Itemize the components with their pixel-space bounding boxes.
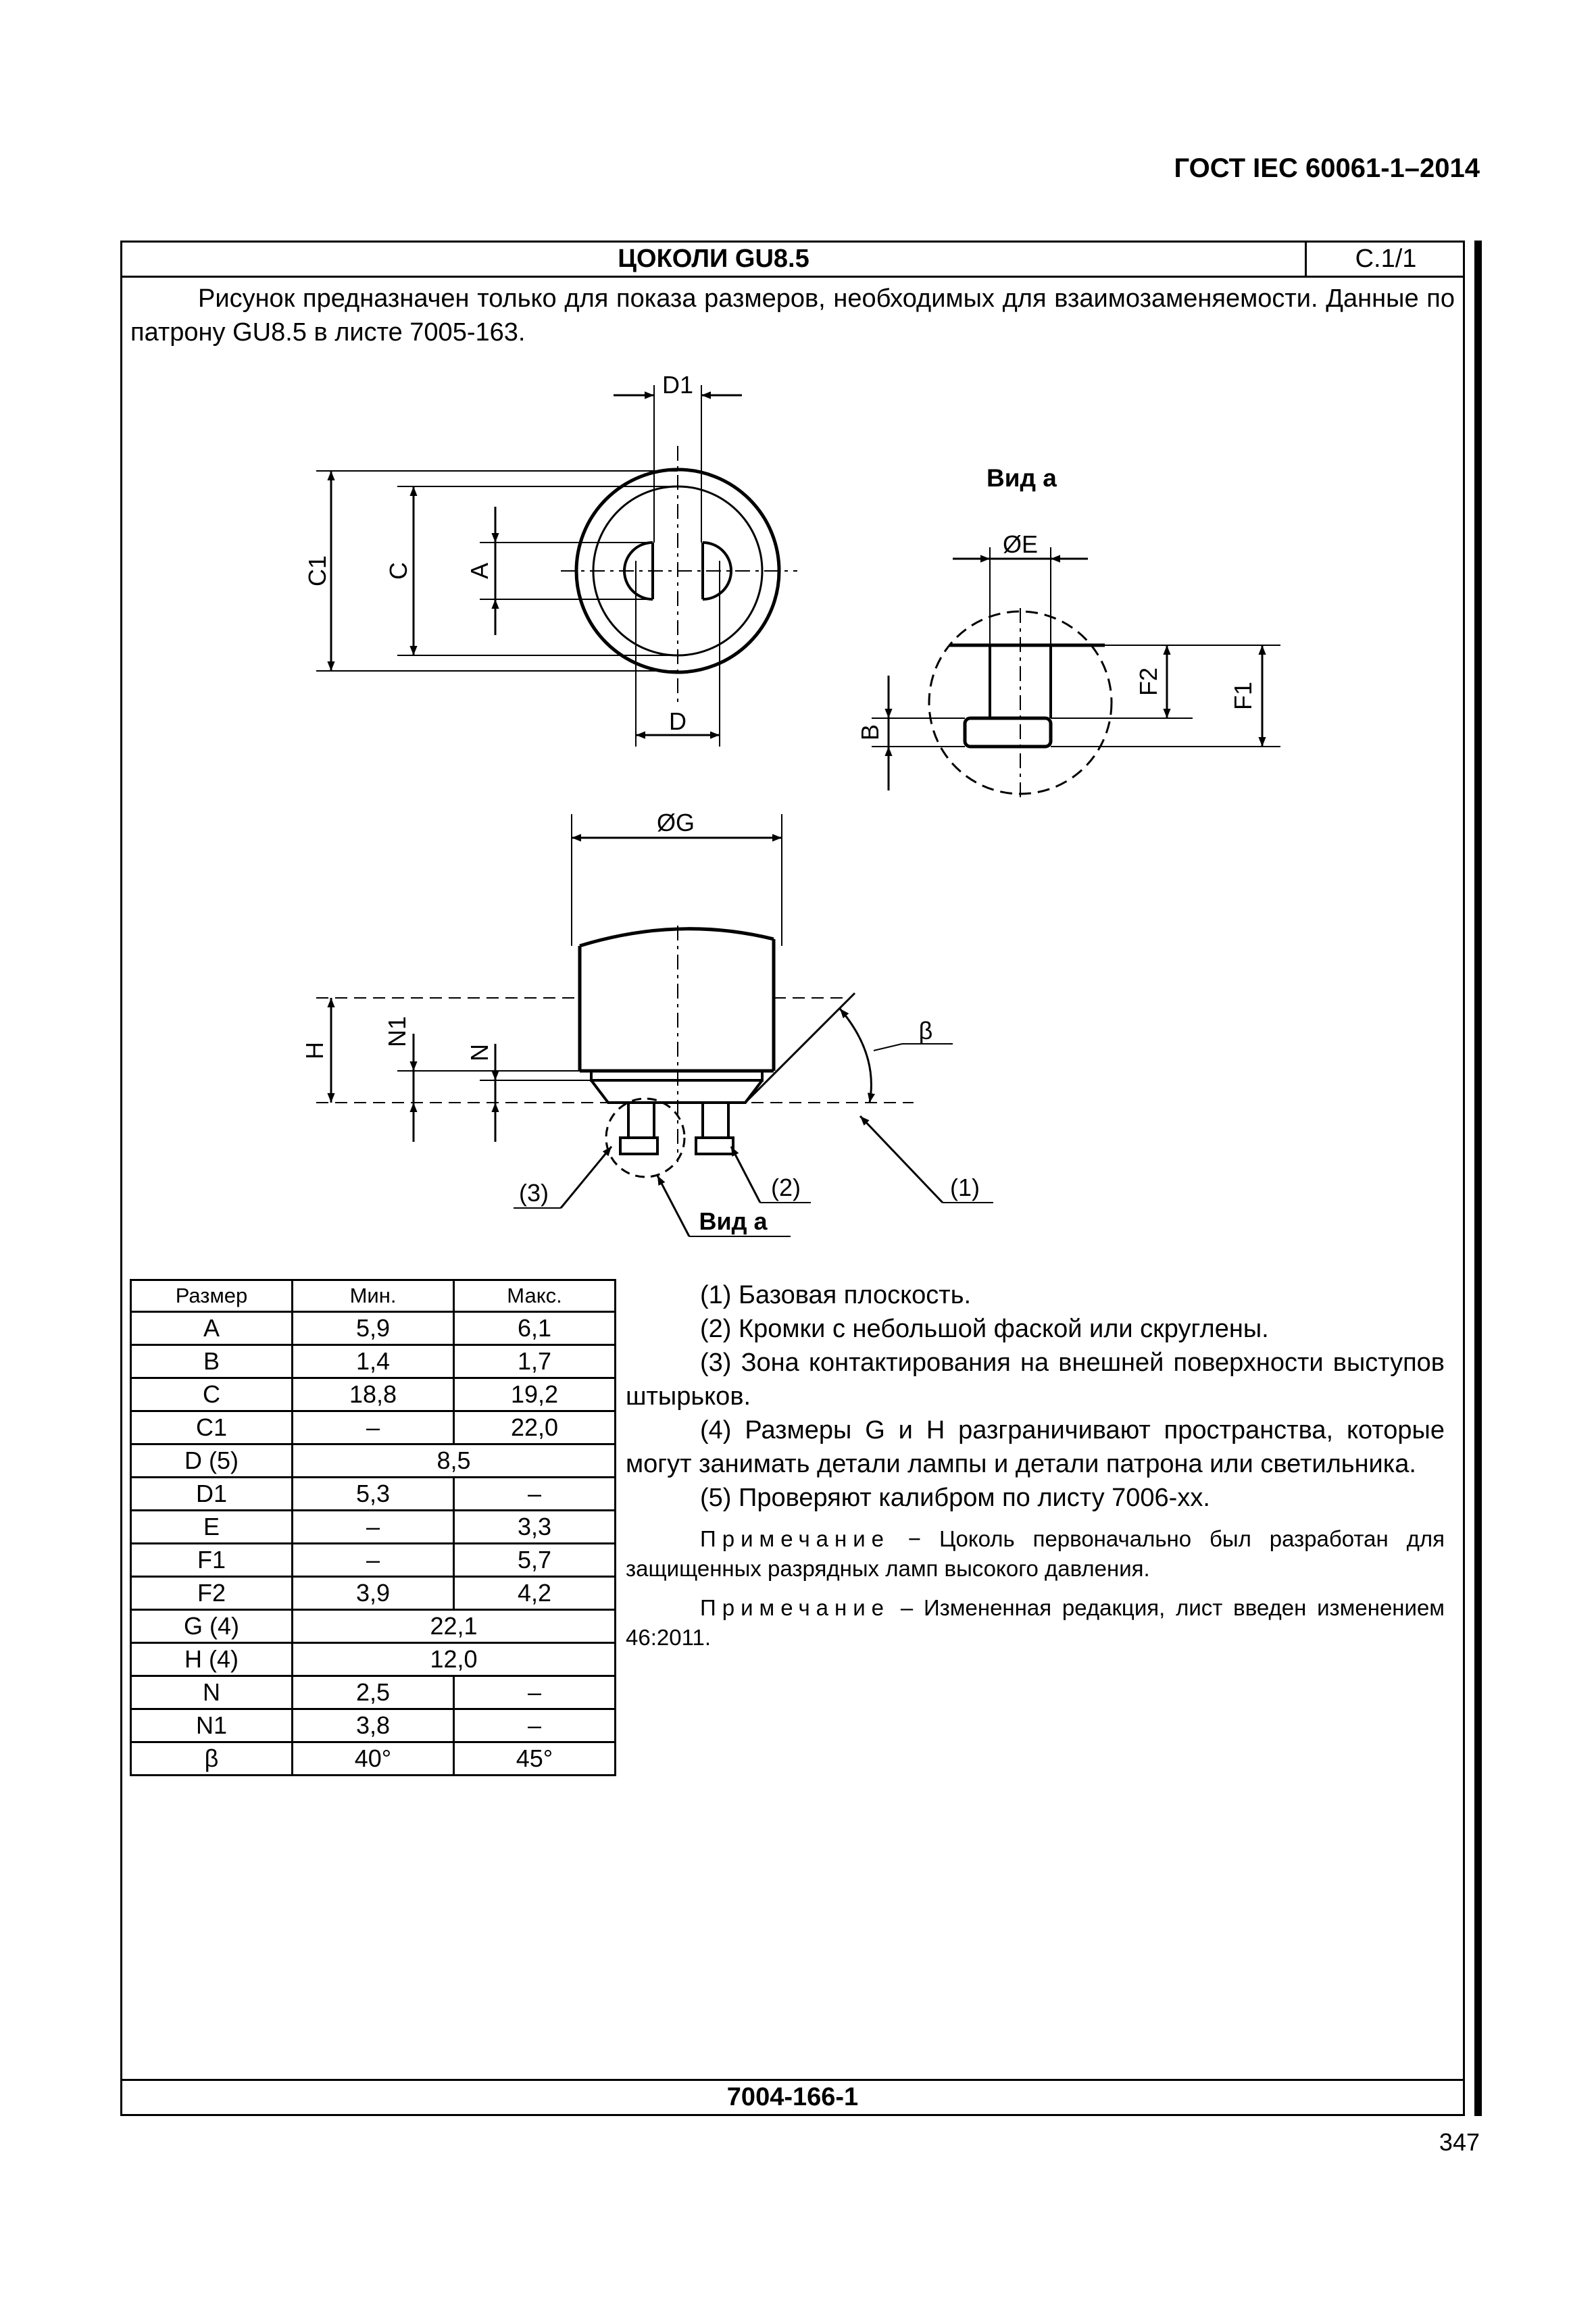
label-n: N <box>466 1044 493 1061</box>
cell-min: 5,3 <box>293 1478 454 1511</box>
side-view-labels <box>301 809 980 1235</box>
cell-dim: D1 <box>131 1478 293 1511</box>
cell-min: 2,5 <box>293 1676 454 1709</box>
intro-text: Рисунок предназначен только для показа размеров, необходимых для взаимозаменяемости. Данные по патрону GU8.5 в листе 7005-163. <box>130 284 1455 347</box>
col-header-max: Макс. <box>454 1280 616 1312</box>
cell-dim: C1 <box>131 1411 293 1444</box>
table-row <box>131 1312 616 1345</box>
cell-min: – <box>293 1411 454 1444</box>
page-number: 347 <box>1439 2128 1480 2156</box>
cell-dim: A <box>131 1312 293 1345</box>
cell-dim: H (4) <box>131 1643 293 1676</box>
label-callout-1: (1) <box>950 1174 980 1201</box>
cell-dim: G (4) <box>131 1610 293 1643</box>
note-item: (2) Кромки с небольшой фаской или скруглены. <box>700 1315 1269 1343</box>
cell-value: 12,0 <box>293 1643 616 1676</box>
cell-max: – <box>454 1709 616 1742</box>
cell-max: 1,7 <box>454 1345 616 1378</box>
cell-dim: D (5) <box>131 1444 293 1478</box>
remark-text: − Цоколь первоначально был разработан для защищенных разрядных ламп высокого давления. <box>626 1526 1445 1581</box>
top-view-labels <box>303 371 693 735</box>
label-view-a-callout: Вид а <box>699 1207 768 1235</box>
sheet-title: ЦОКОЛИ GU8.5 <box>618 245 809 273</box>
cell-max: 5,7 <box>454 1544 616 1577</box>
table-row <box>131 1411 616 1444</box>
cell-max: – <box>454 1478 616 1511</box>
table-row <box>131 1577 616 1610</box>
dimensions-table <box>130 1279 616 1776</box>
label-e: ØE <box>1002 530 1039 558</box>
cell-min: 3,8 <box>293 1709 454 1742</box>
label-n1: N1 <box>383 1015 411 1048</box>
label-b: B <box>856 724 884 741</box>
table-row <box>131 1345 616 1378</box>
table-row <box>131 1610 616 1643</box>
col-header-min: Мин. <box>293 1280 454 1312</box>
cell-dim: E <box>131 1511 293 1544</box>
cell-min: 40° <box>293 1742 454 1776</box>
cell-dim: B <box>131 1345 293 1378</box>
cell-max: 45° <box>454 1742 616 1776</box>
label-callout-3: (3) <box>519 1179 549 1207</box>
table-row <box>131 1709 616 1742</box>
table-row <box>131 1378 616 1411</box>
cell-max: 4,2 <box>454 1577 616 1610</box>
view-a-labels <box>856 464 1257 740</box>
label-h: H <box>301 1042 328 1059</box>
cell-dim: N1 <box>131 1709 293 1742</box>
note-item: (1) Базовая плоскость. <box>700 1281 972 1309</box>
side-view <box>316 814 993 1236</box>
remark-label: Примечание <box>700 1595 891 1620</box>
sheet-code: 7004-166-1 <box>122 2079 1463 2114</box>
cell-dim: F1 <box>131 1544 293 1577</box>
standard-designation: ГОСТ IEC 60061-1–2014 <box>1174 153 1480 183</box>
label-c: C <box>384 562 412 580</box>
note-item: (4) Размеры G и H разграничивают пространства, которые могут занимать детали лампы и детали патрона или светильника. <box>626 1416 1445 1478</box>
label-g: ØG <box>656 809 695 836</box>
remark-2 <box>626 1593 1445 1653</box>
notes-block <box>626 1278 1445 1653</box>
cell-max: 19,2 <box>454 1378 616 1411</box>
cell-value: 22,1 <box>293 1610 616 1643</box>
table-row <box>131 1444 616 1478</box>
note-item: (5) Проверяют калибром по листу 7006-xx. <box>700 1484 1210 1512</box>
cell-value: 8,5 <box>293 1444 616 1478</box>
label-d: D <box>669 707 687 735</box>
cell-min: – <box>293 1511 454 1544</box>
cell-dim: N <box>131 1676 293 1709</box>
remark-label: Примечание <box>700 1526 891 1551</box>
cell-min: 3,9 <box>293 1577 454 1610</box>
label-beta: β <box>918 1017 933 1045</box>
label-f2: F2 <box>1134 667 1162 697</box>
cell-max: – <box>454 1676 616 1709</box>
cell-min: 18,8 <box>293 1378 454 1411</box>
table-row <box>131 1478 616 1511</box>
remark-1 <box>626 1524 1445 1584</box>
table-row <box>131 1742 616 1776</box>
label-view-a: Вид а <box>987 464 1057 492</box>
remark-text: – Измененная редакция, лист введен изменением 46:2011. <box>626 1595 1445 1650</box>
cell-max: 6,1 <box>454 1312 616 1345</box>
table-row <box>131 1511 616 1544</box>
view-a-detail <box>872 547 1280 797</box>
table-row <box>131 1544 616 1577</box>
cell-min: 1,4 <box>293 1345 454 1378</box>
cell-min: 5,9 <box>293 1312 454 1345</box>
cell-max: 3,3 <box>454 1511 616 1544</box>
label-c1: C1 <box>303 555 331 587</box>
note-item: (3) Зона контактирования на внешней поверхности выступов штырьков. <box>626 1349 1445 1411</box>
col-header-dim: Размер <box>131 1280 293 1312</box>
label-callout-2: (2) <box>771 1174 801 1201</box>
table-row <box>131 1676 616 1709</box>
table-header-row <box>131 1280 616 1312</box>
label-a: A <box>466 562 493 580</box>
label-f1: F1 <box>1229 681 1257 711</box>
sheet-number: С.1/1 <box>1305 243 1465 276</box>
label-d1: D1 <box>662 371 694 399</box>
cell-dim: F2 <box>131 1577 293 1610</box>
cell-max: 22,0 <box>454 1411 616 1444</box>
cell-dim: β <box>131 1742 293 1776</box>
cell-dim: C <box>131 1378 293 1411</box>
table-row <box>131 1643 616 1676</box>
cell-min: – <box>293 1544 454 1577</box>
